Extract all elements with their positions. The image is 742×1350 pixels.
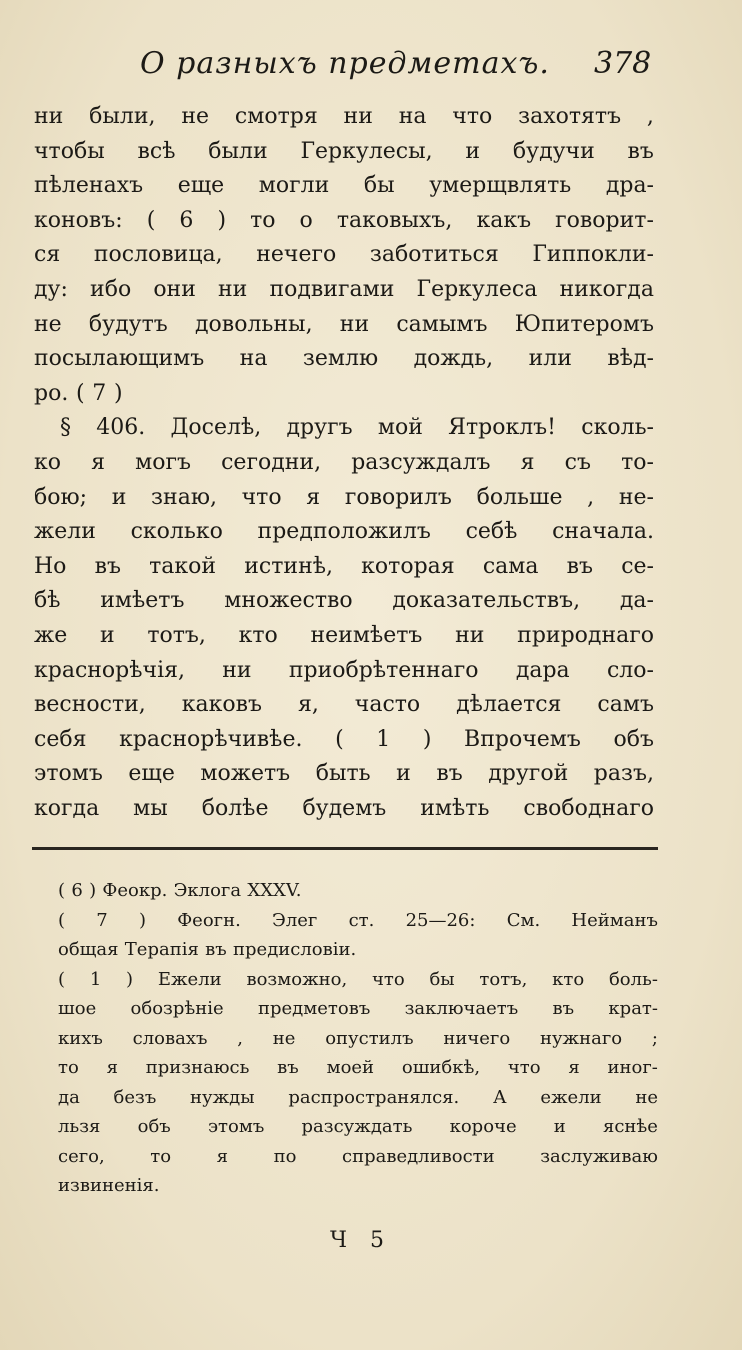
word: себя [34,726,87,752]
word: ) [113,380,123,406]
word: или [528,346,572,372]
word: въ [552,998,575,1019]
word: словахъ [132,1027,208,1049]
word: себѣ [465,519,518,545]
word: дра- [605,173,654,199]
text-line [34,550,654,585]
word: то [58,1057,79,1078]
word: я [568,1057,580,1078]
word: не [181,104,210,129]
word: се- [621,553,654,579]
word: приобрѣтеннаго [288,657,479,683]
word: ежели [540,1086,602,1108]
word: ст. [348,909,375,931]
page-number: 378 [594,46,652,81]
word: крат- [608,998,658,1019]
text-line [34,515,654,550]
word: они [153,276,196,302]
word: не [34,311,62,337]
word: другъ [286,415,353,441]
word: мой [377,415,423,441]
text-line [34,342,654,377]
word: кто [238,622,278,648]
word: въ [277,1057,299,1078]
word: нечего [256,242,337,268]
word: о [299,207,313,233]
word: 6 [71,880,83,901]
printer-signature-mark: Ч 5 [330,1228,392,1253]
word: объ [613,726,654,752]
word: ) [217,207,227,233]
word: могли [258,173,330,199]
word: Нейманъ [571,909,658,931]
word: то [250,207,276,233]
word: сама [482,553,539,579]
footnote-line [58,1142,658,1172]
word: Впрочемъ [464,726,581,752]
word: въ [436,761,463,787]
word: 7 [92,380,107,406]
paragraph-start-line [34,411,654,446]
footnote-line [58,1112,658,1142]
word: быть [315,761,371,787]
word: льзя [58,1116,101,1137]
word: Терапія [124,939,199,960]
word: да- [619,588,654,614]
word: неимѣетъ [310,622,423,648]
word: 406. [96,415,146,441]
word: жели [34,519,96,545]
word: ни [218,276,248,302]
word: тотъ, [147,622,206,648]
word: еще [177,173,225,199]
word: нужнаго [539,1027,623,1049]
text-line [34,619,654,654]
footnote-line [58,1024,658,1054]
footnote-line [58,1083,658,1113]
word: ду: [34,276,68,302]
word: См. [506,909,541,931]
word: предисловіи. [233,939,357,960]
word: я, [297,692,319,718]
word: XXXV. [247,880,302,901]
word: ( [58,909,66,931]
word: умерщвлять [429,173,572,199]
word: , [237,1027,243,1049]
word: ко [34,449,61,475]
word: пословица, [93,242,223,268]
word: Эклога [173,880,242,901]
word: знаю, [151,484,217,510]
word: общая [58,939,119,960]
word: я [520,449,535,475]
word: ) [138,909,146,931]
footnote-line [58,935,658,965]
word: ни [222,657,252,683]
word: захотятъ [518,104,622,129]
footnote-line [58,1053,658,1083]
word: я [91,449,105,475]
word: заслуживаю [540,1145,658,1167]
word: пѣленахъ [34,173,144,199]
word: Феокр. [102,880,168,901]
word: будутъ [88,311,168,337]
text-line [34,308,654,343]
word: еще [128,761,175,787]
word: ( [146,207,156,233]
word: и [553,1116,566,1137]
word: весности, [34,692,146,718]
word: 1 [376,726,391,752]
text-line [34,169,654,204]
word: будемъ [302,795,387,821]
word: каковъ [181,692,262,718]
word: не [272,1027,296,1049]
text-line [34,100,654,135]
word: 6 [179,207,194,233]
word: говорит- [555,207,654,233]
word: 1 [89,968,102,990]
word: бы [363,173,395,199]
word: Элег [272,909,318,931]
word: дѣлается [456,692,562,718]
text-line [34,688,654,723]
word: тотъ, [479,968,528,990]
word: предположилъ [257,519,431,545]
word: моей [326,1057,375,1078]
word: заботиться [369,242,499,268]
running-title: О разныхъ предметахъ. [140,46,550,81]
word: опустилъ [325,1027,414,1049]
word: вѣд- [607,346,654,372]
word: ошибкѣ, [401,1057,481,1078]
word: смотря [234,104,318,129]
word: заключаетъ [404,998,519,1019]
word: землю [302,346,379,372]
word: всѣ [137,138,176,164]
word: самъ [597,692,654,718]
word: доказательствъ, [392,588,581,614]
word: ( [58,880,66,901]
word: ибо [90,276,132,302]
word: 25—26: [405,909,476,931]
word: въ [94,553,121,579]
word: сколько [130,519,223,545]
word: говорилъ [344,484,452,510]
word: А [492,1086,507,1108]
word: ся [34,242,61,268]
word: признаюсь [145,1057,250,1078]
text-line [34,273,654,308]
text-line [34,204,654,239]
word: ; [651,1027,658,1049]
word: Ежели [157,968,222,990]
footnote-line [58,1171,658,1201]
word: § [60,415,71,441]
word: ( [76,380,85,406]
word: кихъ [58,1027,103,1049]
word: по [273,1145,297,1167]
text-line [34,584,654,619]
word: мы [133,795,168,821]
word: когда [34,795,100,821]
word: не- [618,484,654,510]
word: множество [224,588,353,614]
word: сегодни, [221,449,322,475]
word: я [106,1057,118,1078]
word: природнаго [517,622,654,648]
word: краснорѣчія, [34,657,185,683]
word: краснорѣчивѣе. [119,726,303,752]
word: этомъ [34,761,103,787]
word: коновъ: [34,207,123,233]
word: самымъ [396,311,488,337]
word: возможно, [246,968,348,990]
word: кто [552,968,585,990]
word: сначала. [552,519,654,545]
word: можетъ [200,761,291,787]
word: и [396,761,411,787]
word: ) [126,968,134,990]
word: Геркулеса [416,276,538,302]
word: посылающимъ [34,346,205,372]
word: ничего [443,1027,511,1049]
word: иног- [607,1057,658,1078]
word: извиненія. [58,1175,160,1196]
word: разсуждать [301,1116,413,1137]
word: я [306,484,321,510]
word: на [398,104,427,129]
word: разъ, [593,761,654,787]
word: бы [429,968,455,990]
word: которая [361,553,455,579]
word: ( [58,968,66,990]
word: могъ [135,449,191,475]
word: бѣ [34,588,61,614]
text-line [34,654,654,689]
word: сего, [58,1145,105,1167]
word: короче [449,1116,517,1137]
word: и [99,622,115,648]
word: ( [335,726,344,752]
word: этомъ [207,1116,265,1137]
word: таковыхъ, [336,207,453,233]
word: свободнаго [523,795,654,821]
footnotes [58,876,658,1201]
word: , [587,484,595,510]
text-line [34,446,654,481]
word: подвигами [269,276,395,302]
word: были, [89,104,156,129]
word: съ [564,449,591,475]
word: что [452,104,493,129]
word: Доселѣ, [170,415,262,441]
word: обозрѣніе [130,998,224,1019]
word: такой [149,553,217,579]
word: Геркулесы, [300,138,433,164]
word: , [646,104,654,129]
word: будучи [512,138,595,164]
word: часто [354,692,421,718]
word: и [465,138,481,164]
word: то- [621,449,654,475]
word: довольны, [195,311,313,337]
word: что [241,484,282,510]
word: больше [476,484,563,510]
word: бою; [34,484,88,510]
text-line [34,377,654,412]
word: и [111,484,127,510]
running-head [0,46,742,96]
word: дождь, [413,346,494,372]
word: что [507,1057,541,1078]
word: что [371,968,405,990]
word: въ [566,553,594,579]
word: въ [205,939,227,960]
word: имѣть [420,795,490,821]
word: справедливости [341,1145,495,1167]
word: ни [455,622,485,648]
footnote-line [58,906,658,936]
word: были [208,138,268,164]
word: разсуждалъ [351,449,491,475]
text-line [34,792,654,827]
word: какъ [476,207,532,233]
word: шое [58,998,97,1019]
word: распространялся. [288,1086,460,1108]
word: никогда [559,276,654,302]
word: предметовъ [257,998,371,1019]
word: истинѣ, [244,553,333,579]
main-text [34,100,654,826]
word: имѣетъ [100,588,185,614]
word: ни [34,104,64,129]
word: ) [422,726,432,752]
word: боль- [608,968,658,990]
word: сло- [606,657,654,683]
word: дара [515,657,570,683]
word: Но [34,553,67,579]
word: на [239,346,268,372]
word: нужды [190,1086,255,1108]
word: же [34,622,68,648]
word: Юпитеромъ [514,311,654,337]
footnote-divider [32,847,658,850]
word: не [635,1086,658,1108]
text-line [34,757,654,792]
word: да [58,1086,80,1108]
word: Феогн. [177,909,241,931]
footnote-line [58,876,658,906]
word: Гиппокли- [532,242,654,268]
word: я [216,1145,229,1167]
word: другой [488,761,569,787]
text-line [34,238,654,273]
word: въ [627,138,654,164]
text-line [34,481,654,516]
word: болѣе [201,795,269,821]
word: то [150,1145,172,1167]
footnote-line [58,994,658,1024]
text-line [34,723,654,758]
word: объ [137,1116,171,1137]
text-line [34,135,654,170]
word: яснѣе [603,1116,658,1137]
word: ро. [34,380,69,406]
footnote-line [58,965,658,995]
word: 7 [96,909,108,931]
word: ) [89,880,97,901]
word: ни [339,311,370,337]
word: ни [343,104,373,129]
word: безъ [113,1086,157,1108]
word: сколь- [581,415,654,441]
word: Ятроклъ! [448,415,557,441]
word: чтобы [34,138,105,164]
